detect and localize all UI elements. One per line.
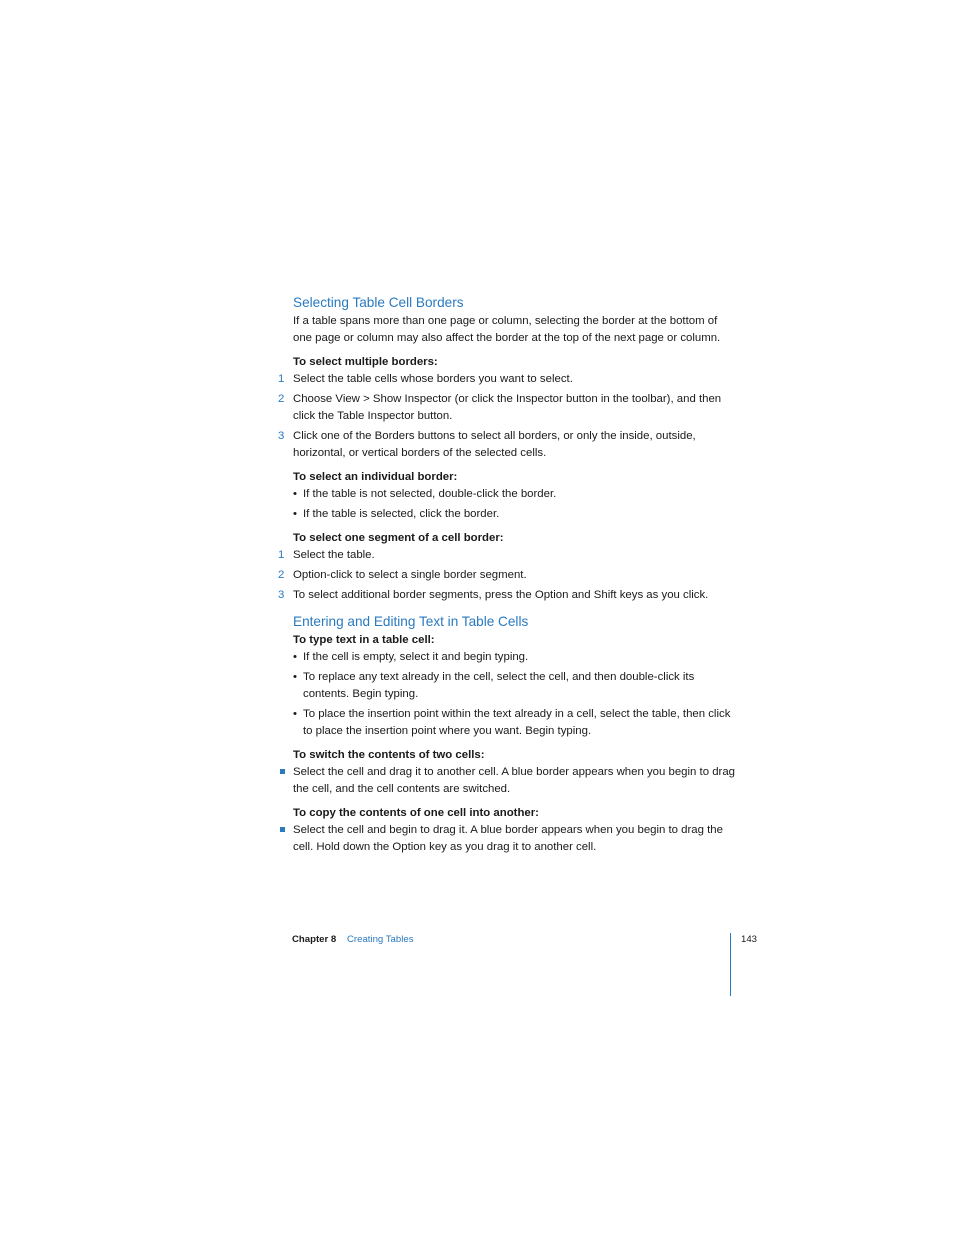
step-text: Select the table cells whose borders you want to select. (293, 373, 573, 385)
bullets-type-text (293, 649, 738, 740)
steps-multiple-borders (278, 371, 738, 462)
item-text: Select the cell and drag it to another cell. A blue border appears when you begin to drag the cell, and the cell contents are switched. (293, 766, 735, 795)
bullet-mark: • (293, 508, 297, 520)
list-item (293, 669, 738, 703)
step-number: 3 (278, 589, 285, 601)
step-item (278, 428, 738, 462)
bullet-mark: • (293, 488, 297, 500)
list-item (293, 822, 738, 856)
list-item (293, 764, 738, 798)
step-item (278, 371, 738, 388)
task-title-border-segment: To select one segment of a cell border: (293, 532, 504, 544)
section-heading-selecting-borders: Selecting Table Cell Borders (293, 295, 464, 310)
list-item (293, 706, 738, 740)
footer-divider (730, 933, 731, 996)
bullet-text: To place the insertion point within the text already in a cell, select the table, then click to place the insertion point where you want. Begin typing. (303, 708, 731, 737)
bullet-text: If the table is selected, click the border. (303, 508, 500, 520)
task-title-copy-contents: To copy the contents of one cell into another: (293, 807, 539, 819)
steps-border-segment (278, 547, 738, 604)
step-number: 2 (278, 393, 285, 405)
step-text: Option-click to select a single border segment. (293, 569, 527, 581)
section-heading-entering-text: Entering and Editing Text in Table Cells (293, 614, 529, 629)
task-title-multiple-borders: To select multiple borders: (293, 356, 438, 368)
step-number: 1 (278, 373, 285, 385)
step-item (278, 567, 738, 584)
task-title-switch-contents: To switch the contents of two cells: (293, 749, 485, 761)
footer-chapter: Chapter 8 (292, 934, 337, 945)
bullet-mark: • (293, 671, 297, 683)
square-bullet-icon (280, 769, 285, 774)
step-item (278, 587, 738, 604)
bullets-individual-border (293, 486, 738, 523)
page-number: 143 (741, 934, 758, 945)
item-text: Select the cell and begin to drag it. A blue border appears when you begin to drag the cell. Hold down the Option key as you drag it to another cell. (293, 824, 723, 853)
list-item (293, 649, 738, 666)
list-item (293, 486, 738, 503)
steps-copy-contents (293, 822, 738, 856)
step-number: 2 (278, 569, 285, 581)
task-title-individual-border: To select an individual border: (293, 471, 458, 483)
footer-chapter-title: Creating Tables (347, 934, 414, 945)
bullet-mark: • (293, 708, 297, 720)
list-item (293, 506, 738, 523)
step-text: Choose View > Show Inspector (or click the Inspector button in the toolbar), and then click the Table Inspector button. (293, 393, 722, 422)
square-bullet-icon (280, 827, 285, 832)
bullet-text: If the table is not selected, double-click the border. (303, 488, 557, 500)
step-text: To select additional border segments, press the Option and Shift keys as you click. (293, 589, 709, 601)
bullet-mark: • (293, 651, 297, 663)
step-text: Click one of the Borders buttons to select all borders, or only the inside, outside, horizontal, or vertical borders of the selected cells. (293, 430, 696, 459)
step-number: 3 (278, 430, 285, 442)
step-item (278, 547, 738, 564)
step-text: Select the table. (293, 549, 375, 561)
bullet-text: To replace any text already in the cell, select the cell, and then double-click its contents. Begin typing. (303, 671, 695, 700)
section-intro: If a table spans more than one page or column, selecting the border at the bottom of one page or column may also affect the border at the top of the next page or column. (293, 315, 721, 344)
steps-switch-contents (293, 764, 738, 798)
step-item (278, 391, 738, 425)
bullet-text: If the cell is empty, select it and begin typing. (303, 651, 529, 663)
step-number: 1 (278, 549, 285, 561)
task-title-type-text: To type text in a table cell: (293, 634, 435, 646)
page-content (278, 294, 738, 856)
